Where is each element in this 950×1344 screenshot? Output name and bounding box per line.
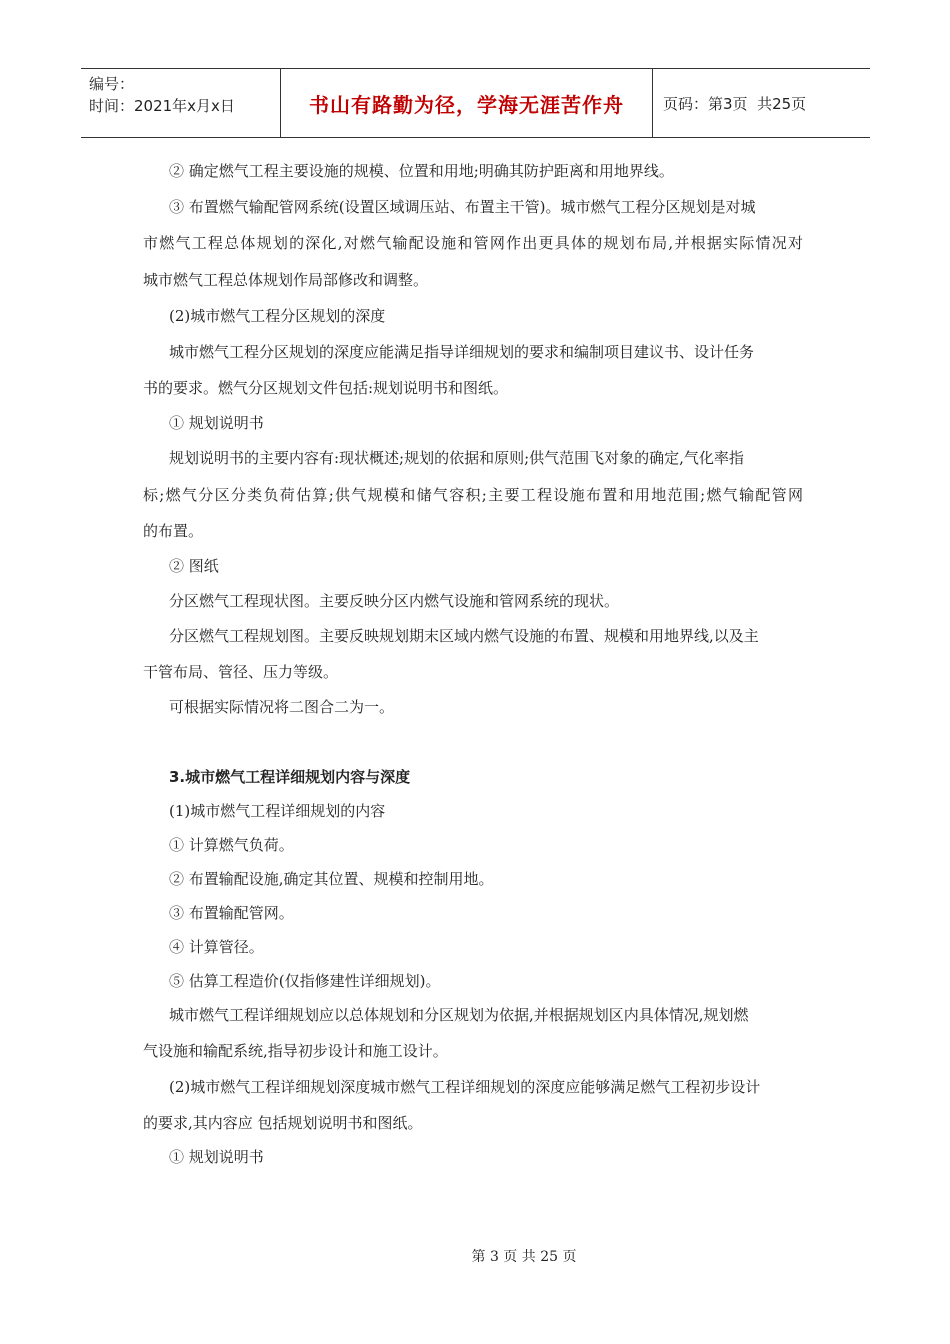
body-line: ③ 布置燃气输配管网系统(设置区域调压站、布置主干管)。城市燃气工程分区规划是对城 — [169, 198, 756, 216]
body-line: ⑤ 估算工程造价(仅指修建性详细规划)。 — [169, 972, 441, 990]
body-line: (1)城市燃气工程详细规划的内容 — [169, 802, 386, 820]
body-line: ② 确定燃气工程主要设施的规模、位置和用地;明确其防护距离和用地界线。 — [169, 162, 674, 180]
body-line: 书的要求。燃气分区规划文件包括:规划说明书和图纸。 — [143, 379, 509, 397]
body-line: 市燃气工程总体规划的深化,对燃气输配设施和管网作出更具体的规划布局,并根据实际情况对 — [143, 234, 803, 252]
header-motto: 书山有路勤为径，学海无涯苦作舟 — [281, 69, 653, 137]
header-meta — [81, 69, 281, 137]
page-info-text: 页码：第3页 共25页 — [663, 94, 807, 113]
body-line: 城市燃气工程总体规划作局部修改和调整。 — [143, 271, 429, 289]
body-line: 城市燃气工程详细规划应以总体规划和分区规划为依据,并根据规划区内具体情况,规划燃 — [169, 1006, 749, 1024]
header-page-info — [653, 69, 870, 137]
body-line: 气设施和输配系统,指导初步设计和施工设计。 — [143, 1042, 448, 1060]
body-line: 规划说明书的主要内容有:现状概述;规划的依据和原则;供气范围飞对象的确定,气化率指 — [169, 449, 744, 467]
body-line: 的要求,其内容应 包括规划说明书和图纸。 — [143, 1114, 423, 1132]
body-line: ① 规划说明书 — [169, 1148, 264, 1166]
body-line: 干管布局、管径、压力等级。 — [143, 663, 339, 681]
body-line: 标;燃气分区分类负荷估算;供气规模和储气容积;主要工程设施布置和用地范围;燃气输配管网 — [143, 486, 803, 504]
body-line: ① 计算燃气负荷。 — [169, 836, 294, 854]
body-line: 分区燃气工程规划图。主要反映规划期末区域内燃气设施的布置、规模和用地界线,以及主 — [169, 627, 759, 645]
body-line: 城市燃气工程分区规划的深度应能满足指导详细规划的要求和编制项目建议书、设计任务 — [169, 343, 755, 361]
body-line: (2)城市燃气工程详细规划深度城市燃气工程详细规划的深度应能够满足燃气工程初步设计 — [169, 1078, 761, 1096]
body-line: 的布置。 — [143, 522, 204, 540]
body-line: ④ 计算管径。 — [169, 938, 264, 956]
body-line: (2)城市燃气工程分区规划的深度 — [169, 307, 386, 325]
header-table — [81, 68, 870, 138]
body-line: ② 布置输配设施,确定其位置、规模和控制用地。 — [169, 870, 494, 888]
body-line: ② 图纸 — [169, 557, 219, 575]
body-line: 可根据实际情况将二图合二为一。 — [169, 698, 395, 716]
section-heading: 3.城市燃气工程详细规划内容与深度 — [169, 768, 411, 786]
body-line: ① 规划说明书 — [169, 414, 264, 432]
page-footer: 第 3 页 共 25 页 — [471, 1249, 577, 1265]
date-label: 时间：2021年x月x日 — [89, 97, 235, 115]
body-line: ③ 布置输配管网。 — [169, 904, 294, 922]
body-line: 分区燃气工程现状图。主要反映分区内燃气设施和管网系统的现状。 — [169, 592, 620, 610]
number-label: 编号： — [89, 75, 135, 93]
